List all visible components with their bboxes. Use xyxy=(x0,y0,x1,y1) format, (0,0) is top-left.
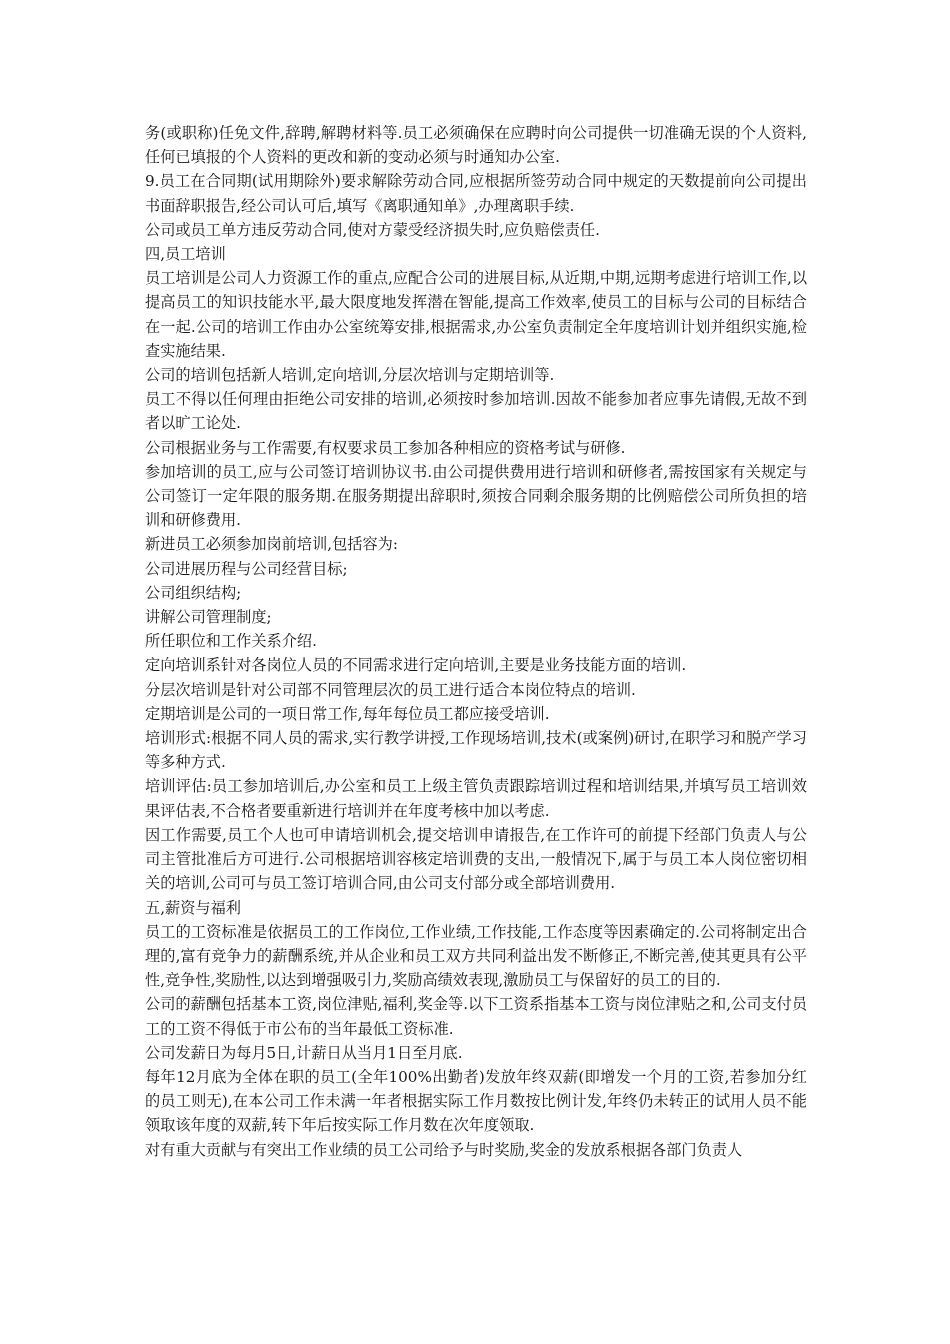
paragraph-tiered-training: 分层次培训是针对公司部不同管理层次的员工进行适合本岗位特点的培训. xyxy=(145,680,636,699)
list-item-position-relations: 所任职位和工作关系介绍. xyxy=(145,632,317,651)
section-heading-compensation: 五,薪资与福利 xyxy=(145,898,241,917)
paragraph-qualification-exams: 公司根据业务与工作需要,有权要求员工参加各种相应的资格考试与研修. xyxy=(145,438,626,457)
paragraph-periodic-training: 定期培训是公司的一项日常工作,每年每位员工都应接受培训. xyxy=(145,704,550,723)
document-page xyxy=(145,121,807,1162)
paragraph-directed-training: 定向培训系针对各岗位人员的不同需求进行定向培训,主要是业务技能方面的培训. xyxy=(145,656,687,675)
section-heading-training: 四,员工培训 xyxy=(145,245,226,264)
list-item-management-rules: 讲解公司管理制度; xyxy=(145,608,272,627)
paragraph-training-agreement: 参加培训的员工,应与公司签订培训协议书.由公司提供费用进行培训和研修者,需按国家有关规定与公司签订一定年限的服务期.在服务期提出辞职时,须按合同剩余服务期的比例赔偿公司所负担的培训和研修费用. xyxy=(145,462,807,530)
paragraph-breach-compensation: 公司或员工单方违反劳动合同,使对方蒙受经济损失时,应负赔偿责任. xyxy=(145,220,600,239)
paragraph-payday: 公司发薪日为每月5日,计薪日从当月1日至月底. xyxy=(145,1043,463,1062)
paragraph-salary-components: 公司的薪酬包括基本工资,岗位津贴,福利,奖金等.以下工资系指基本工资与岗位津贴之和,公司支付员工的工资不得低于市公布的当年最低工资标准. xyxy=(145,995,808,1038)
paragraph-year-end-bonus: 每年12月底为全体在职的员工(全年100%出勤者)发放年终双薪(即增发一个月的工资,若参加分红的员工则无),在本公司工作未满一年者根据实际工作月数按比例计发,年终仍未转正的试用人员不能领取该年度的双薪,转下年后按实际工作月数在次年度领取. xyxy=(145,1067,807,1135)
list-item-company-history: 公司进展历程与公司经营目标; xyxy=(145,559,348,578)
paragraph-resignation-notice: 9.员工在合同期(试用期除外)要求解除劳动合同,应根据所签劳动合同中规定的天数提前向公司提出书面辞职报告,经公司认可后,填写《离职通知单》,办理离职手续. xyxy=(145,172,807,215)
paragraph-training-types: 公司的培训包括新人培训,定向培训,分层次培训与定期培训等. xyxy=(145,366,555,385)
paragraph-training-evaluation: 培训评估:员工参加培训后,办公室和员工上级主管负责跟踪培训过程和培训结果,并填写员工培训效果评估表,不合格者要重新进行培训并在年度考核中加以考虑. xyxy=(145,777,807,820)
paragraph-orientation-intro: 新进员工必须参加岗前培训,包括容为: xyxy=(145,535,398,554)
paragraph-training-overview: 员工培训是公司人力资源工作的重点,应配合公司的进展目标,从近期,中期,远期考虑进行培训工作,以提高员工的知识技能水平,最大限度地发挥潜在智能,提高工作效率,使员工的目标与公司的目标结合在一起.公司的培训工作由办公室统筹安排,根据需求,办公室负责制定全年度培训计划并组织实施,检查实施结果. xyxy=(145,269,808,360)
paragraph-performance-rewards: 对有重大贡献与有突出工作业绩的员工公司给予与时奖励,奖金的发放系根据各部门负责人 xyxy=(145,1140,743,1159)
paragraph-training-attendance: 员工不得以任何理由拒绝公司安排的培训,必须按时参加培训.因故不能参加者应事先请假,无故不到者以旷工论处. xyxy=(145,390,807,433)
paragraph-salary-standard: 员工的工资标准是依据员工的工作岗位,工作业绩,工作技能,工作态度等因素确定的.公司将制定出合理的,富有竞争力的薪酬系统,并从企业和员工双方共同利益出发不断修正,不断完善,使其更具有公平性,竞争性,奖励性,以达到增强吸引力,奖励高绩效表现,激励员工与保留好的员工的目的. xyxy=(145,922,807,990)
paragraph-training-application: 因工作需要,员工个人也可申请培训机会,提交培训申请报告,在工作许可的前提下经部门负责人与公司主管批准后方可进行.公司根据培训容核定培训费的支出,一般情况下,属于与员工本人岗位密切相关的培训,公司可与员工签订培训合同,由公司支付部分或全部培训费用. xyxy=(145,825,807,893)
list-item-org-structure: 公司组织结构; xyxy=(145,583,242,602)
paragraph-training-forms: 培训形式:根据不同人员的需求,实行教学讲授,工作现场培训,技术(或案例)研讨,在职学习和脱产学习等多种方式. xyxy=(145,729,807,772)
paragraph-personal-info-update: 务(或职称)任免文件,辞聘,解聘材料等.员工必须确保在应聘时向公司提供一切准确无误的个人资料,任何已填报的个人资料的更改和新的变动必须与时通知办公室. xyxy=(145,124,807,167)
